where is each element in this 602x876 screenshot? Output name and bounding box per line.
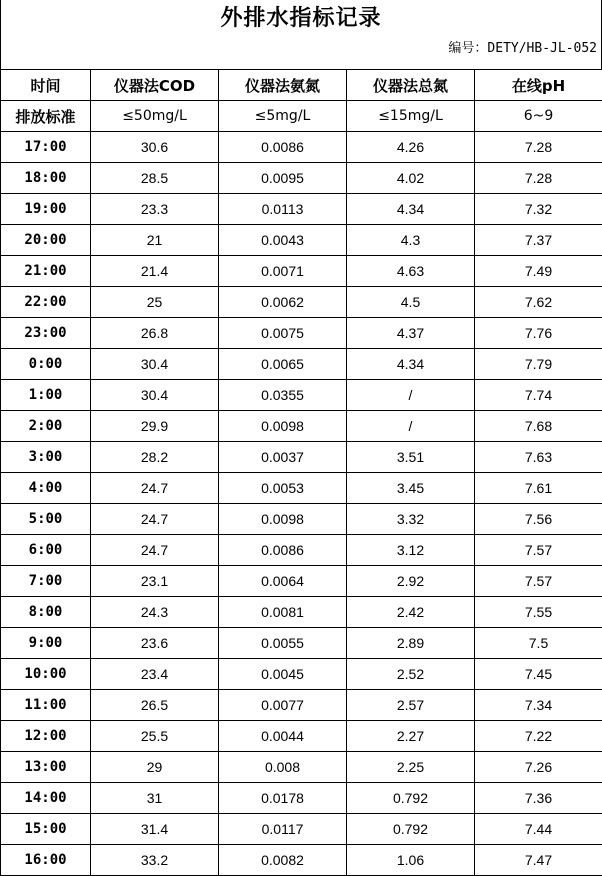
cell-ammonia: 0.0062 [219,287,347,318]
cell-ph: 7.61 [475,473,602,504]
cell-cod: 21 [91,225,219,256]
cell-time: 22:00 [1,287,91,318]
table-row [1,225,602,256]
cell-time: 19:00 [1,194,91,225]
cell-ammonia: 0.0065 [219,349,347,380]
cell-ammonia: 0.0113 [219,194,347,225]
cell-ph: 7.62 [475,287,602,318]
column-header-ph: 在线pH [475,70,602,101]
cell-time: 14:00 [1,783,91,814]
cell-time: 20:00 [1,225,91,256]
cell-time: 6:00 [1,535,91,566]
cell-cod: 28.2 [91,442,219,473]
cell-total-nitrogen: / [347,380,475,411]
table-row [1,504,602,535]
cell-total-nitrogen: 4.26 [347,132,475,163]
cell-ph: 7.44 [475,814,602,845]
cell-cod: 31 [91,783,219,814]
table-row [1,659,602,690]
table-row [1,318,602,349]
cell-total-nitrogen: 2.92 [347,566,475,597]
cell-ph: 7.74 [475,380,602,411]
cell-time: 15:00 [1,814,91,845]
cell-cod: 23.1 [91,566,219,597]
cell-cod: 30.4 [91,380,219,411]
cell-ammonia: 0.0053 [219,473,347,504]
column-header-ammonia: 仪器法氨氮 [219,70,347,101]
cell-time: 1:00 [1,380,91,411]
cell-time: 16:00 [1,845,91,876]
cell-cod: 31.4 [91,814,219,845]
water-indicator-table [0,69,602,876]
cell-ph: 7.37 [475,225,602,256]
table-row [1,132,602,163]
cell-ammonia: 0.0355 [219,380,347,411]
standard-ammonia: ≤5mg/L [219,101,347,132]
cell-cod: 29 [91,752,219,783]
cell-ammonia: 0.0077 [219,690,347,721]
cell-total-nitrogen: 2.89 [347,628,475,659]
table-row [1,411,602,442]
cell-time: 18:00 [1,163,91,194]
cell-ph: 7.55 [475,597,602,628]
cell-ph: 7.47 [475,845,602,876]
cell-ph: 7.5 [475,628,602,659]
column-header-cod: 仪器法COD [91,70,219,101]
cell-cod: 28.5 [91,163,219,194]
table-row [1,380,602,411]
cell-ph: 7.68 [475,411,602,442]
cell-cod: 21.4 [91,256,219,287]
cell-time: 2:00 [1,411,91,442]
column-header-time: 时间 [1,70,91,101]
table-row [1,752,602,783]
column-header-total-nitrogen: 仪器法总氮 [347,70,475,101]
document-code [0,38,602,69]
table-row [1,535,602,566]
cell-ph: 7.28 [475,132,602,163]
cell-time: 9:00 [1,628,91,659]
cell-ammonia: 0.0055 [219,628,347,659]
table-row [1,814,602,845]
cell-total-nitrogen: 3.51 [347,442,475,473]
cell-cod: 23.4 [91,659,219,690]
table-row [1,597,602,628]
cell-cod: 26.5 [91,690,219,721]
cell-ph: 7.56 [475,504,602,535]
cell-ammonia: 0.0071 [219,256,347,287]
cell-total-nitrogen: 4.34 [347,349,475,380]
cell-cod: 29.9 [91,411,219,442]
cell-total-nitrogen: 4.3 [347,225,475,256]
cell-ammonia: 0.0044 [219,721,347,752]
cell-ph: 7.63 [475,442,602,473]
cell-cod: 30.4 [91,349,219,380]
cell-ammonia: 0.0117 [219,814,347,845]
cell-total-nitrogen: 2.42 [347,597,475,628]
table-row [1,287,602,318]
cell-ammonia: 0.0045 [219,659,347,690]
table-row [1,690,602,721]
cell-cod: 25 [91,287,219,318]
cell-cod: 25.5 [91,721,219,752]
cell-time: 8:00 [1,597,91,628]
cell-time: 11:00 [1,690,91,721]
table-row [1,163,602,194]
cell-cod: 33.2 [91,845,219,876]
cell-total-nitrogen: 4.34 [347,194,475,225]
cell-ammonia: 0.0082 [219,845,347,876]
table-row [1,442,602,473]
standard-ph: 6~9 [475,101,602,132]
cell-ammonia: 0.0086 [219,535,347,566]
cell-ammonia: 0.008 [219,752,347,783]
cell-total-nitrogen: / [347,411,475,442]
cell-ammonia: 0.0178 [219,783,347,814]
table-header-row [1,70,602,101]
cell-total-nitrogen: 2.27 [347,721,475,752]
table-row [1,256,602,287]
cell-total-nitrogen: 1.06 [347,845,475,876]
cell-time: 7:00 [1,566,91,597]
cell-ph: 7.32 [475,194,602,225]
table-row [1,349,602,380]
table-row [1,783,602,814]
cell-time: 13:00 [1,752,91,783]
cell-cod: 26.8 [91,318,219,349]
table-row [1,721,602,752]
cell-ammonia: 0.0098 [219,411,347,442]
cell-ph: 7.49 [475,256,602,287]
cell-total-nitrogen: 4.5 [347,287,475,318]
cell-ph: 7.45 [475,659,602,690]
cell-ph: 7.28 [475,163,602,194]
table-row [1,194,602,225]
cell-time: 5:00 [1,504,91,535]
cell-total-nitrogen: 4.37 [347,318,475,349]
sheet-title: 外排水指标记录 [0,0,602,38]
standard-total-nitrogen: ≤15mg/L [347,101,475,132]
cell-total-nitrogen: 3.12 [347,535,475,566]
cell-time: 4:00 [1,473,91,504]
cell-total-nitrogen: 2.52 [347,659,475,690]
table-row [1,845,602,876]
cell-ph: 7.57 [475,566,602,597]
table-row [1,628,602,659]
cell-ammonia: 0.0064 [219,566,347,597]
cell-time: 3:00 [1,442,91,473]
cell-total-nitrogen: 0.792 [347,783,475,814]
cell-total-nitrogen: 4.63 [347,256,475,287]
table-row [1,473,602,504]
cell-ammonia: 0.0098 [219,504,347,535]
cell-ammonia: 0.0037 [219,442,347,473]
cell-ph: 7.76 [475,318,602,349]
cell-total-nitrogen: 3.32 [347,504,475,535]
cell-ph: 7.26 [475,752,602,783]
cell-time: 17:00 [1,132,91,163]
cell-cod: 24.3 [91,597,219,628]
cell-time: 23:00 [1,318,91,349]
cell-total-nitrogen: 0.792 [347,814,475,845]
cell-ammonia: 0.0086 [219,132,347,163]
cell-ph: 7.36 [475,783,602,814]
cell-cod: 23.3 [91,194,219,225]
cell-ph: 7.34 [475,690,602,721]
standard-row [1,101,602,132]
cell-ph: 7.57 [475,535,602,566]
cell-ph: 7.22 [475,721,602,752]
cell-cod: 30.6 [91,132,219,163]
cell-ammonia: 0.0043 [219,225,347,256]
cell-time: 21:00 [1,256,91,287]
cell-cod: 24.7 [91,504,219,535]
cell-time: 0:00 [1,349,91,380]
cell-ph: 7.79 [475,349,602,380]
standard-cod: ≤50mg/L [91,101,219,132]
table-row [1,566,602,597]
cell-time: 10:00 [1,659,91,690]
cell-time: 12:00 [1,721,91,752]
cell-ammonia: 0.0075 [219,318,347,349]
cell-ammonia: 0.0081 [219,597,347,628]
cell-total-nitrogen: 2.25 [347,752,475,783]
cell-total-nitrogen: 4.02 [347,163,475,194]
cell-cod: 23.6 [91,628,219,659]
cell-cod: 24.7 [91,535,219,566]
standard-label: 排放标准 [1,101,91,132]
document-code-label: 编号： [448,41,488,56]
document-code-value: DETY/HB-JL-052 [487,41,597,56]
cell-total-nitrogen: 2.57 [347,690,475,721]
cell-total-nitrogen: 3.45 [347,473,475,504]
cell-cod: 24.7 [91,473,219,504]
cell-ammonia: 0.0095 [219,163,347,194]
